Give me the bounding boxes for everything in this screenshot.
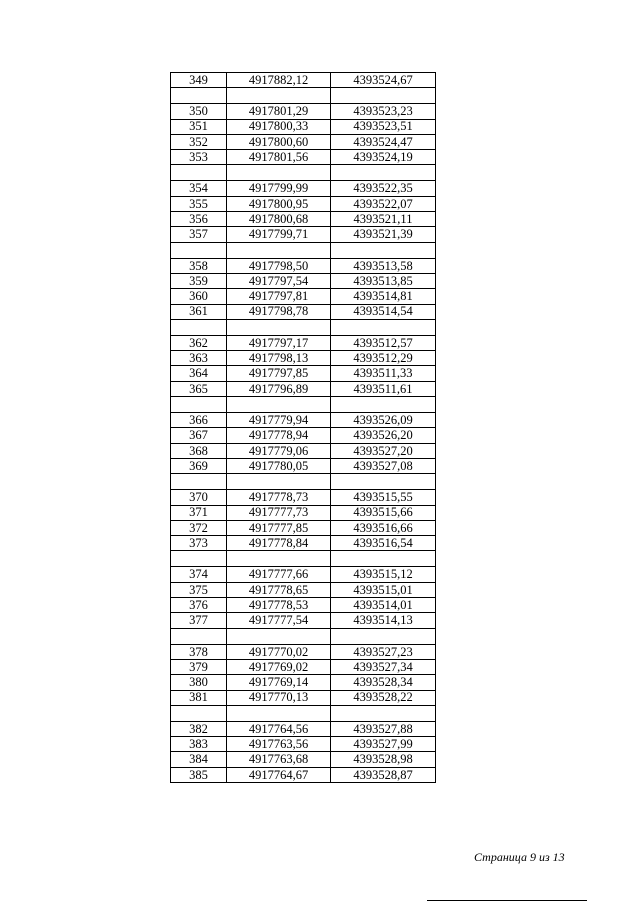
x-coordinate-cell: 4917798,13 xyxy=(227,351,331,366)
table-row xyxy=(171,536,436,551)
table-row xyxy=(171,413,436,428)
y-coordinate-cell: 4393524,67 xyxy=(331,73,436,88)
y-coordinate-cell: 4393516,66 xyxy=(331,520,436,535)
table-row xyxy=(171,227,436,242)
x-coordinate-cell: 4917763,56 xyxy=(227,737,331,752)
y-coordinate-cell: 4393514,81 xyxy=(331,289,436,304)
table-row xyxy=(171,752,436,767)
table-row xyxy=(171,675,436,690)
table-row xyxy=(171,351,436,366)
table-row xyxy=(171,690,436,705)
table-row xyxy=(171,212,436,227)
point-number-cell: 357 xyxy=(171,227,227,242)
point-number-cell: 372 xyxy=(171,520,227,535)
point-number-cell: 370 xyxy=(171,490,227,505)
y-coordinate-cell: 4393523,51 xyxy=(331,119,436,134)
table-row xyxy=(171,304,436,319)
x-coordinate-cell: 4917798,50 xyxy=(227,258,331,273)
point-number-cell: 377 xyxy=(171,613,227,628)
y-coordinate-cell: 4393527,23 xyxy=(331,644,436,659)
point-number-cell: 375 xyxy=(171,582,227,597)
y-coordinate-cell: 4393528,34 xyxy=(331,675,436,690)
point-number-cell: 349 xyxy=(171,73,227,88)
empty-cell xyxy=(331,88,436,104)
y-coordinate-cell: 4393516,54 xyxy=(331,536,436,551)
y-coordinate-cell: 4393527,20 xyxy=(331,443,436,458)
x-coordinate-cell: 4917769,14 xyxy=(227,675,331,690)
point-number-cell: 378 xyxy=(171,644,227,659)
point-number-cell: 358 xyxy=(171,258,227,273)
empty-cell xyxy=(227,242,331,258)
point-number-cell: 352 xyxy=(171,134,227,149)
y-coordinate-cell: 4393528,22 xyxy=(331,690,436,705)
table-row xyxy=(171,520,436,535)
point-number-cell: 368 xyxy=(171,443,227,458)
table-row xyxy=(171,767,436,782)
bottom-rule xyxy=(427,900,587,901)
point-number-cell: 383 xyxy=(171,737,227,752)
x-coordinate-cell: 4917778,53 xyxy=(227,598,331,613)
point-number-cell: 354 xyxy=(171,181,227,196)
y-coordinate-cell: 4393526,20 xyxy=(331,428,436,443)
separator-row xyxy=(171,628,436,644)
table-row xyxy=(171,73,436,88)
point-number-cell: 380 xyxy=(171,675,227,690)
y-coordinate-cell: 4393515,01 xyxy=(331,582,436,597)
x-coordinate-cell: 4917797,85 xyxy=(227,366,331,381)
empty-cell xyxy=(171,628,227,644)
y-coordinate-cell: 4393521,39 xyxy=(331,227,436,242)
empty-cell xyxy=(227,397,331,413)
x-coordinate-cell: 4917799,71 xyxy=(227,227,331,242)
x-coordinate-cell: 4917800,95 xyxy=(227,196,331,211)
table-row xyxy=(171,582,436,597)
y-coordinate-cell: 4393513,58 xyxy=(331,258,436,273)
x-coordinate-cell: 4917779,06 xyxy=(227,443,331,458)
y-coordinate-cell: 4393526,09 xyxy=(331,413,436,428)
table-row xyxy=(171,659,436,674)
table-row xyxy=(171,196,436,211)
x-coordinate-cell: 4917798,78 xyxy=(227,304,331,319)
table-row xyxy=(171,119,436,134)
point-number-cell: 355 xyxy=(171,196,227,211)
y-coordinate-cell: 4393522,35 xyxy=(331,181,436,196)
empty-cell xyxy=(171,705,227,721)
point-number-cell: 362 xyxy=(171,335,227,350)
separator-row xyxy=(171,165,436,181)
empty-cell xyxy=(227,474,331,490)
y-coordinate-cell: 4393522,07 xyxy=(331,196,436,211)
x-coordinate-cell: 4917778,94 xyxy=(227,428,331,443)
x-coordinate-cell: 4917770,02 xyxy=(227,644,331,659)
point-number-cell: 367 xyxy=(171,428,227,443)
table-row xyxy=(171,273,436,288)
x-coordinate-cell: 4917769,02 xyxy=(227,659,331,674)
x-coordinate-cell: 4917797,81 xyxy=(227,289,331,304)
empty-cell xyxy=(171,551,227,567)
x-coordinate-cell: 4917770,13 xyxy=(227,690,331,705)
empty-cell xyxy=(171,397,227,413)
empty-cell xyxy=(331,397,436,413)
point-number-cell: 385 xyxy=(171,767,227,782)
y-coordinate-cell: 4393527,34 xyxy=(331,659,436,674)
table-row xyxy=(171,366,436,381)
x-coordinate-cell: 4917797,54 xyxy=(227,273,331,288)
table-row xyxy=(171,737,436,752)
empty-cell xyxy=(171,474,227,490)
y-coordinate-cell: 4393511,61 xyxy=(331,381,436,396)
table-row xyxy=(171,104,436,119)
separator-row xyxy=(171,705,436,721)
x-coordinate-cell: 4917777,54 xyxy=(227,613,331,628)
y-coordinate-cell: 4393515,55 xyxy=(331,490,436,505)
x-coordinate-cell: 4917777,66 xyxy=(227,567,331,582)
x-coordinate-cell: 4917763,68 xyxy=(227,752,331,767)
coordinates-table-body xyxy=(171,73,436,783)
point-number-cell: 369 xyxy=(171,458,227,473)
point-number-cell: 356 xyxy=(171,212,227,227)
point-number-cell: 350 xyxy=(171,104,227,119)
x-coordinate-cell: 4917779,94 xyxy=(227,413,331,428)
point-number-cell: 373 xyxy=(171,536,227,551)
y-coordinate-cell: 4393512,57 xyxy=(331,335,436,350)
y-coordinate-cell: 4393527,99 xyxy=(331,737,436,752)
x-coordinate-cell: 4917799,99 xyxy=(227,181,331,196)
point-number-cell: 381 xyxy=(171,690,227,705)
x-coordinate-cell: 4917780,05 xyxy=(227,458,331,473)
y-coordinate-cell: 4393524,19 xyxy=(331,150,436,165)
point-number-cell: 384 xyxy=(171,752,227,767)
table-row xyxy=(171,428,436,443)
table-row xyxy=(171,505,436,520)
empty-cell xyxy=(171,88,227,104)
y-coordinate-cell: 4393527,88 xyxy=(331,721,436,736)
x-coordinate-cell: 4917777,85 xyxy=(227,520,331,535)
y-coordinate-cell: 4393514,13 xyxy=(331,613,436,628)
empty-cell xyxy=(171,242,227,258)
empty-cell xyxy=(331,165,436,181)
table-row xyxy=(171,721,436,736)
table-row xyxy=(171,150,436,165)
x-coordinate-cell: 4917801,29 xyxy=(227,104,331,119)
x-coordinate-cell: 4917778,73 xyxy=(227,490,331,505)
point-number-cell: 376 xyxy=(171,598,227,613)
empty-cell xyxy=(331,551,436,567)
empty-cell xyxy=(227,165,331,181)
x-coordinate-cell: 4917778,84 xyxy=(227,536,331,551)
x-coordinate-cell: 4917801,56 xyxy=(227,150,331,165)
y-coordinate-cell: 4393515,66 xyxy=(331,505,436,520)
y-coordinate-cell: 4393515,12 xyxy=(331,567,436,582)
empty-cell xyxy=(227,88,331,104)
y-coordinate-cell: 4393512,29 xyxy=(331,351,436,366)
separator-row xyxy=(171,397,436,413)
x-coordinate-cell: 4917800,33 xyxy=(227,119,331,134)
x-coordinate-cell: 4917797,17 xyxy=(227,335,331,350)
point-number-cell: 363 xyxy=(171,351,227,366)
point-number-cell: 379 xyxy=(171,659,227,674)
y-coordinate-cell: 4393527,08 xyxy=(331,458,436,473)
table-row xyxy=(171,598,436,613)
coordinates-table xyxy=(170,72,436,783)
table-row xyxy=(171,381,436,396)
y-coordinate-cell: 4393521,11 xyxy=(331,212,436,227)
separator-row xyxy=(171,551,436,567)
y-coordinate-cell: 4393523,23 xyxy=(331,104,436,119)
y-coordinate-cell: 4393513,85 xyxy=(331,273,436,288)
empty-cell xyxy=(331,474,436,490)
table-row xyxy=(171,613,436,628)
x-coordinate-cell: 4917800,60 xyxy=(227,134,331,149)
x-coordinate-cell: 4917777,73 xyxy=(227,505,331,520)
y-coordinate-cell: 4393511,33 xyxy=(331,366,436,381)
empty-cell xyxy=(171,319,227,335)
empty-cell xyxy=(227,551,331,567)
y-coordinate-cell: 4393514,54 xyxy=(331,304,436,319)
table-row xyxy=(171,258,436,273)
x-coordinate-cell: 4917764,67 xyxy=(227,767,331,782)
point-number-cell: 364 xyxy=(171,366,227,381)
point-number-cell: 371 xyxy=(171,505,227,520)
table-row xyxy=(171,335,436,350)
y-coordinate-cell: 4393528,98 xyxy=(331,752,436,767)
separator-row xyxy=(171,88,436,104)
y-coordinate-cell: 4393514,01 xyxy=(331,598,436,613)
point-number-cell: 353 xyxy=(171,150,227,165)
y-coordinate-cell: 4393528,87 xyxy=(331,767,436,782)
empty-cell xyxy=(331,319,436,335)
empty-cell xyxy=(227,705,331,721)
point-number-cell: 374 xyxy=(171,567,227,582)
point-number-cell: 361 xyxy=(171,304,227,319)
point-number-cell: 351 xyxy=(171,119,227,134)
table-row xyxy=(171,644,436,659)
separator-row xyxy=(171,474,436,490)
separator-row xyxy=(171,319,436,335)
empty-cell xyxy=(227,319,331,335)
separator-row xyxy=(171,242,436,258)
point-number-cell: 365 xyxy=(171,381,227,396)
empty-cell xyxy=(171,165,227,181)
empty-cell xyxy=(227,628,331,644)
table-row xyxy=(171,181,436,196)
x-coordinate-cell: 4917778,65 xyxy=(227,582,331,597)
page-number: Страница 9 из 13 xyxy=(474,850,565,864)
point-number-cell: 382 xyxy=(171,721,227,736)
table-row xyxy=(171,443,436,458)
empty-cell xyxy=(331,628,436,644)
table-row xyxy=(171,458,436,473)
table-row xyxy=(171,289,436,304)
x-coordinate-cell: 4917800,68 xyxy=(227,212,331,227)
x-coordinate-cell: 4917764,56 xyxy=(227,721,331,736)
x-coordinate-cell: 4917882,12 xyxy=(227,73,331,88)
y-coordinate-cell: 4393524,47 xyxy=(331,134,436,149)
x-coordinate-cell: 4917796,89 xyxy=(227,381,331,396)
point-number-cell: 360 xyxy=(171,289,227,304)
point-number-cell: 359 xyxy=(171,273,227,288)
table-row xyxy=(171,490,436,505)
empty-cell xyxy=(331,705,436,721)
table-row xyxy=(171,134,436,149)
empty-cell xyxy=(331,242,436,258)
table-row xyxy=(171,567,436,582)
point-number-cell: 366 xyxy=(171,413,227,428)
